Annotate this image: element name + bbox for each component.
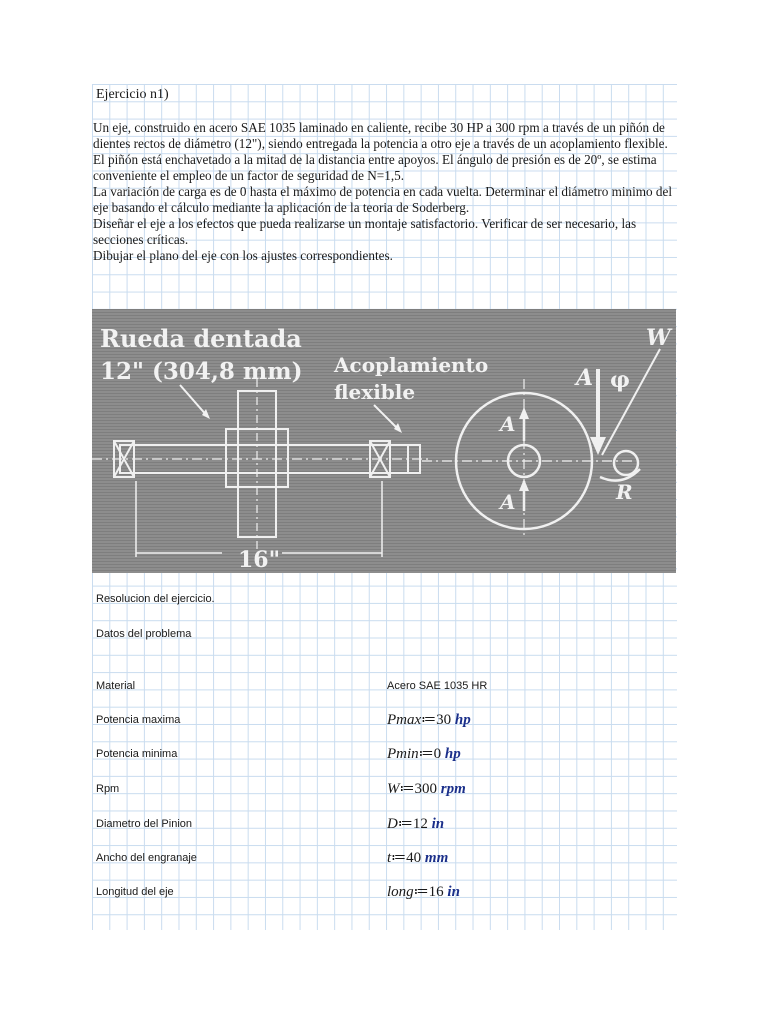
statement-paragraph: Un eje, construido en acero SAE 1035 laminado en caliente, recibe 30 HP a 300 rpm a través de un piñón de dientes rectos de diámetro (12"), siendo entregada la potencia a otro eje a través de un acoplamiento flexible. El piñón está enchavetado a la mitad de la distancia entre apoyos. El ángulo de presión es de 20º, se estima conveniente el empleo de un factor de seguridad de N=1,5.: [93, 120, 668, 183]
row-value-diameter: [387, 814, 444, 833]
row-label-gear-width: Ancho del engranaje: [96, 852, 197, 864]
var-name: Pmax: [387, 712, 422, 728]
problem-statement: [93, 120, 675, 264]
label-gear-size: 12" (304,8 mm): [100, 358, 303, 385]
var-number: 16: [428, 884, 444, 900]
row-value-pmin: [387, 744, 461, 763]
var-unit: hp: [454, 712, 471, 728]
label-r: R: [616, 480, 633, 504]
var-name: D: [387, 816, 398, 832]
var-unit: in: [431, 816, 445, 832]
var-unit: mm: [424, 850, 449, 866]
var-name: W: [387, 781, 400, 797]
statement-paragraph: Diseñar el eje a los efectos que pueda realizarse un montaje satisfactorio. Verificar de ser necesario, las secciones críticas.: [93, 216, 637, 247]
label-a-force: A: [576, 365, 594, 391]
var-number: 0: [433, 746, 442, 762]
assign-symbol: ≔: [397, 816, 413, 832]
row-label-pmin: Potencia minima: [96, 748, 178, 760]
assign-symbol: ≔: [418, 746, 434, 762]
row-value-rpm: [387, 779, 466, 798]
row-label-rpm: Rpm: [96, 783, 120, 795]
row-value-shaft-length: [387, 882, 460, 901]
row-label-diameter: Diametro del Pinion: [96, 818, 192, 830]
statement-paragraph: La variación de carga es de 0 hasta el máximo de potencia en cada vuelta. Determinar el diámetro minimo del eje basando el cálculo mediante la aplicación de la teoria de Soderberg.: [93, 184, 673, 215]
row-value-material: Acero SAE 1035 HR: [387, 680, 488, 692]
label-a-top: A: [500, 412, 516, 436]
var-name: Pmin: [387, 746, 419, 762]
assign-symbol: ≔: [413, 884, 429, 900]
assign-symbol: ≔: [391, 850, 407, 866]
var-unit: rpm: [440, 781, 466, 797]
var-name: t: [387, 850, 392, 866]
assign-symbol: ≔: [399, 781, 415, 797]
assign-symbol: ≔: [421, 712, 437, 728]
var-unit: in: [447, 884, 460, 900]
shaft-diagram: [92, 309, 676, 573]
exercise-title: Ejercicio n1): [96, 87, 169, 102]
row-value-gear-width: [387, 848, 448, 867]
data-heading: Datos del problema: [96, 628, 192, 640]
row-label-pmax: Potencia maxima: [96, 714, 181, 726]
row-value-pmax: [387, 710, 471, 729]
var-number: 300: [414, 781, 437, 797]
label-phi: φ: [610, 367, 630, 393]
var-unit: hp: [444, 746, 461, 762]
var-number: 12: [412, 816, 428, 832]
statement-paragraph: Dibujar el plano del eje con los ajustes correspondientes.: [93, 248, 393, 263]
label-a-bottom: A: [500, 490, 516, 514]
row-label-shaft-length: Longitud del eje: [96, 886, 174, 898]
label-w: W: [646, 325, 671, 351]
label-gear: Rueda dentada: [100, 324, 302, 353]
row-label-material: Material: [96, 680, 136, 692]
var-number: 40: [406, 850, 422, 866]
resolution-heading: Resolucion del ejercicio.: [96, 593, 215, 605]
label-coupling: Acoplamiento: [334, 353, 489, 377]
var-name: long: [387, 884, 414, 900]
label-length: 16": [238, 547, 281, 573]
var-number: 30: [436, 712, 452, 728]
label-coupling-2: flexible: [334, 380, 416, 404]
